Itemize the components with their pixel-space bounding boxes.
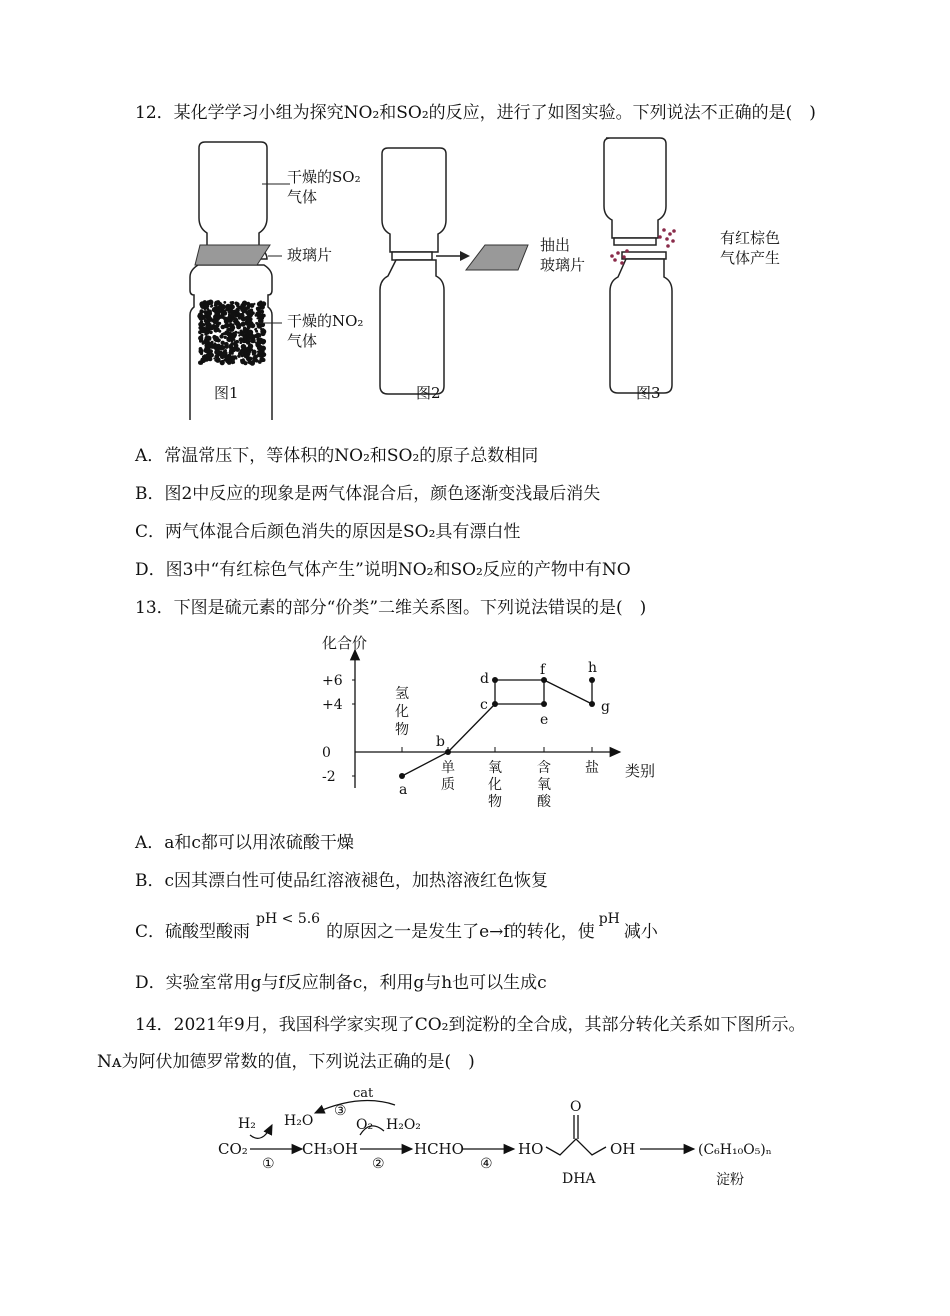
point-label-h: h	[588, 660, 598, 676]
category-label-氧化物: 氧	[488, 760, 502, 776]
fig2-caption: 图2	[416, 384, 441, 402]
category-label-氧化物: 化	[488, 777, 502, 793]
q13-stem: 13．下图是硫元素的部分“价类”二维关系图。下列说法错误的是( )	[135, 598, 647, 618]
cat: cat	[353, 1086, 374, 1101]
fig1-label-glass: 玻璃片	[287, 246, 333, 264]
dha-label: DHA	[562, 1171, 596, 1187]
starch-formula: (C₆H₁₀O₅)ₙ	[698, 1142, 772, 1158]
co2: CO₂	[218, 1140, 248, 1158]
fig2-bottles	[380, 148, 446, 394]
q12-option-a: A．常温常压下，等体积的NO₂和SO₂的原子总数相同	[135, 446, 539, 466]
dha-oh: OH	[610, 1140, 636, 1158]
step-2: ②	[372, 1156, 385, 1172]
dha-ho: HO	[518, 1140, 544, 1158]
q14-stem-line1: 14．2021年9月，我国科学家实现了CO₂到淀粉的全合成，其部分转化关系如下图所示。	[135, 1015, 806, 1035]
fig1-label-top-2: 气体	[287, 188, 318, 206]
fig3-label-2: 气体产生	[720, 249, 781, 267]
step-4: ④	[480, 1156, 493, 1172]
o2: O₂	[356, 1117, 374, 1133]
step-1: ①	[262, 1156, 275, 1172]
y-tick-label: +4	[322, 697, 343, 713]
category-label-含氧酸: 氧	[537, 777, 551, 793]
q13-option-b: B．c因其漂白性可使品红溶液褪色，加热溶液红色恢复	[135, 871, 549, 891]
fig3-bottles	[604, 138, 672, 393]
category-label-含氧酸: 含	[537, 760, 551, 776]
relation-line-f-g	[544, 680, 592, 704]
point-label-g: g	[601, 699, 610, 715]
y-axis-title: 化合价	[322, 634, 368, 652]
q13-option-d: D．实验室常用g与f反应制备c，利用g与h也可以生成c	[135, 973, 547, 993]
point-label-d: d	[480, 671, 489, 687]
fig1-label-top-1: 干燥的SO₂	[287, 168, 361, 186]
q12-figure	[0, 130, 950, 420]
h2: H₂	[238, 1116, 256, 1132]
q12-option-b: B．图2中反应的现象是两气体混合后，颜色逐渐变浅最后消失	[135, 484, 601, 504]
point-label-e: e	[540, 712, 549, 728]
point-g	[589, 701, 595, 707]
fig3-label-1: 有红棕色	[720, 229, 781, 247]
y-tick-label: -2	[322, 769, 336, 785]
point-label-f: f	[540, 662, 546, 678]
category-label-含氧酸: 酸	[537, 794, 551, 810]
category-label-氧化物: 物	[488, 794, 502, 810]
point-label-c: c	[480, 697, 488, 713]
point-label-b: b	[436, 734, 445, 750]
category-label-单质: 单	[441, 760, 455, 776]
fig1-label-bottom-2: 气体	[287, 332, 318, 350]
category-label-氢化物: 化	[395, 704, 409, 720]
ph-inequality: pH < 5.6	[256, 911, 321, 927]
point-d	[492, 677, 498, 683]
point-e	[541, 701, 547, 707]
h2o2: H₂O₂	[386, 1117, 421, 1133]
hcho: HCHO	[414, 1140, 464, 1158]
category-label-盐: 盐	[585, 760, 599, 776]
category-label-氢化物: 物	[395, 722, 409, 738]
q13-valence-chart	[300, 628, 680, 818]
fig2-glass-plate	[466, 245, 528, 270]
starch-label: 淀粉	[716, 1172, 744, 1188]
category-label-氢化物: 氢	[395, 686, 409, 702]
ph-term: pH	[598, 911, 620, 927]
y-tick-label: +6	[322, 673, 343, 689]
q12-stem: 12．某化学学习小组为探究NO₂和SO₂的反应，进行了如图实验。下列说法不正确的是( )	[135, 103, 816, 123]
point-label-a: a	[399, 782, 408, 798]
q14-scheme	[200, 1085, 790, 1195]
fig1-label-bottom-1: 干燥的NO₂	[287, 312, 364, 330]
fig3-caption: 图3	[636, 384, 661, 402]
q12-option-c: C．两气体混合后颜色消失的原因是SO₂具有漂白性	[135, 522, 521, 542]
category-label-单质: 质	[441, 777, 455, 793]
fig1-bottle	[190, 142, 272, 420]
relation-line-b-c	[448, 704, 495, 752]
fig1-glass-plate	[195, 245, 270, 265]
q13-option-c: C．硫酸型酸雨$^{pH < 5.6}$的原因之一是发生了e→f的转化，使$^{pH}$减小	[135, 911, 658, 942]
step-3: ③	[334, 1103, 347, 1119]
point-h	[589, 677, 595, 683]
q13-option-a: A．a和c都可以用浓硫酸干燥	[135, 833, 354, 853]
dha-carbonyl-o: O	[570, 1099, 582, 1115]
point-c	[492, 701, 498, 707]
y-tick-label: 0	[322, 745, 331, 761]
q14-stem-line2: Nᴀ为阿伏加德罗常数的值，下列说法正确的是( )	[97, 1052, 475, 1072]
h2o-product: H₂O	[284, 1113, 314, 1129]
fig1-caption: 图1	[214, 384, 239, 402]
x-axis-title: 类别	[625, 762, 656, 780]
q12-option-d: D．图3中“有红棕色气体产生”说明NO₂和SO₂反应的产物中有NO	[135, 560, 631, 580]
fig2-label-2: 玻璃片	[540, 256, 586, 274]
fig2-label-1: 抽出	[540, 236, 571, 254]
point-a	[399, 773, 405, 779]
ch3oh: CH₃OH	[302, 1140, 358, 1158]
